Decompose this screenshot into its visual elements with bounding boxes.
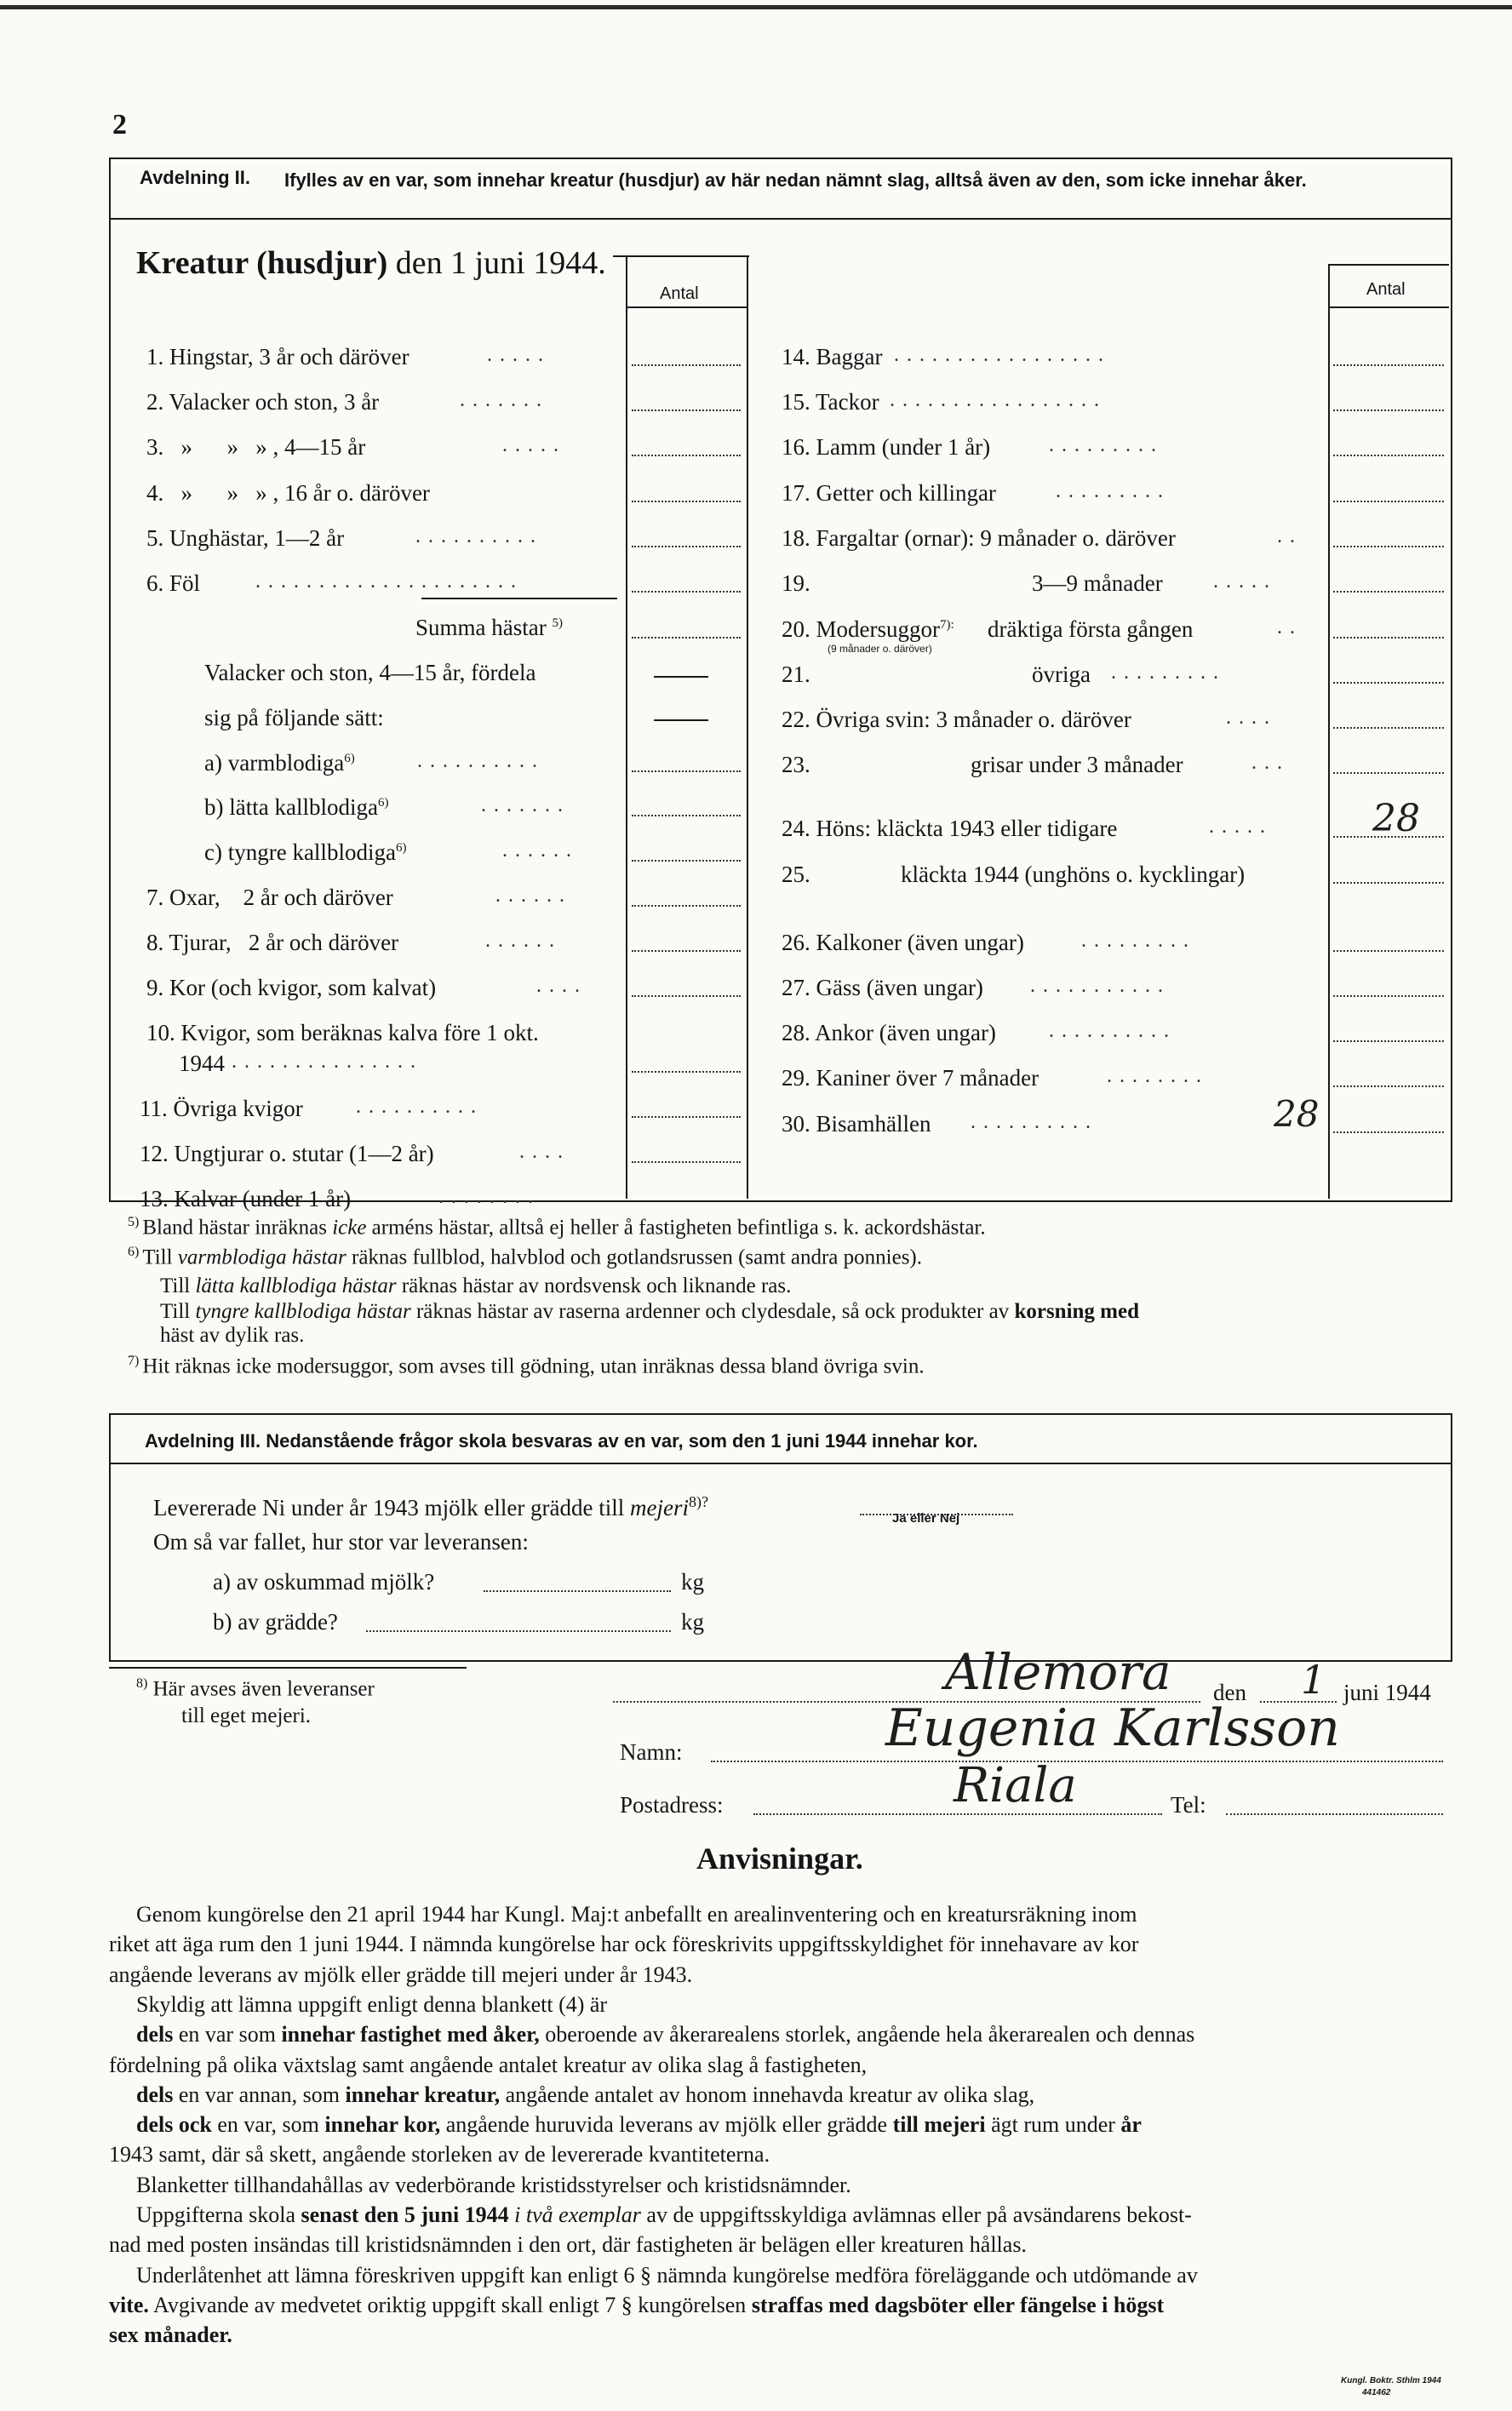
leader-dots: .....: [1209, 816, 1273, 838]
name-handwritten[interactable]: Eugenia Karlsson: [885, 1698, 1340, 1758]
left-antal-left-border: [626, 306, 627, 1199]
right-item-label: 17. Getter och killingar: [782, 480, 996, 506]
left-item-label: 1. Hingstar, 3 år och däröver: [146, 344, 410, 369]
left-antal-divider: [626, 306, 747, 308]
text-run: 1943 samt, där så skett, angående storleken av de levererade kvantiteterna.: [109, 2142, 770, 2168]
text-run: tyngre kallblodiga hästar: [195, 1300, 411, 1323]
text-run: Blanketter tillhandahållas av vederbörande kristidsstyrelser och kristidsnämnder.: [136, 2172, 851, 2197]
instruction-line: [109, 2054, 867, 2076]
instruction-line: [109, 1961, 693, 1987]
section2-header-text: Ifylles av en var, som innehar kreatur (husdjur) av här nedan nämnt slag, alltså även av den, som icke innehar åker.: [284, 169, 1307, 191]
right-item-value-line[interactable]: [1333, 772, 1444, 774]
left-item-label: 13. Kalvar (under 1 år): [140, 1186, 352, 1211]
right-antal-left-border: [1328, 264, 1330, 1199]
instruction-line: [136, 2084, 1034, 2106]
footnote-line: [128, 1246, 922, 1268]
left-item-value-line[interactable]: [632, 995, 741, 997]
printer-mark-line2: 441462: [1362, 2388, 1391, 2397]
leader-dots: ..........: [417, 750, 545, 772]
sub-item-note: 6): [344, 752, 355, 765]
text-run: en var, som: [211, 2112, 325, 2138]
section2-title-bold: Kreatur (husdjur): [136, 245, 388, 281]
leader-dots: ...........: [1030, 975, 1171, 997]
right-item-label: 18. Fargaltar (ornar): 9 månader o. däröver: [782, 525, 1176, 551]
text-run: till mejeri: [892, 2112, 986, 2138]
footnote8-rule: [109, 1667, 467, 1669]
left-antal-top-rule: [613, 255, 749, 257]
right-item-value-line[interactable]: [1333, 682, 1444, 684]
fordela-dash: [654, 719, 708, 721]
text-run: riket att äga rum den 1 juni 1944. I nämnda kungörelse har ock föreskrivits uppgiftsskyldighet för innehavare av kor: [109, 1932, 1139, 1957]
right-item-value-line[interactable]: [1333, 950, 1444, 952]
leader-dots: .................: [890, 389, 1107, 411]
right-item-note: 7):: [939, 618, 954, 632]
instruction-line: [109, 2294, 1164, 2317]
right-item-label: 23.: [782, 752, 810, 777]
right-item-value-line[interactable]: [1333, 501, 1444, 502]
namn-label: Namn:: [620, 1739, 683, 1765]
leader-dots: .................: [894, 344, 1111, 366]
leader-dots: ..: [1277, 616, 1303, 639]
sub-item-text: a) varmblodiga: [204, 750, 345, 776]
right-item-sublabel: övriga: [1032, 661, 1091, 687]
leader-dots: ..: [1277, 525, 1303, 547]
leader-dots: ..........: [1049, 1020, 1177, 1042]
text-run: Uppgifterna skola: [136, 2202, 301, 2227]
right-item-value-line[interactable]: [1333, 995, 1444, 997]
text-run: dels ock: [136, 2112, 212, 2138]
leader-dots: ......: [495, 885, 572, 907]
footnote-line: [160, 1301, 1139, 1322]
right-item-value-line[interactable]: [1333, 882, 1444, 884]
right-item-label: [782, 618, 954, 641]
mjolk-kg-line[interactable]: [484, 1590, 671, 1592]
text-run: Till: [160, 1300, 196, 1323]
text-run: ägt rum under: [985, 2112, 1121, 2138]
hens-count-handwritten[interactable]: 28: [1372, 797, 1420, 840]
right-antal-divider: [1328, 306, 1449, 308]
postadress-line[interactable]: [753, 1813, 1162, 1815]
q1-text: Levererade Ni under år 1943 mjölk eller grädde till: [153, 1495, 625, 1520]
leader-dots: .....: [502, 434, 566, 456]
right-item-value-line[interactable]: [1333, 455, 1444, 456]
instruction-line: [109, 2234, 1027, 2256]
instruction-line: [136, 1991, 608, 2017]
section3-q1: [153, 1494, 708, 1520]
instruction-line: [136, 2174, 851, 2196]
leader-dots: ........: [438, 1186, 541, 1208]
instruction-line: [136, 2262, 1198, 2288]
printer-mark-line1: Kungl. Boktr. Sthlm 1944: [1341, 2376, 1441, 2385]
text-run: angående huruvida leverans av mjölk eller grädde: [440, 2112, 893, 2138]
sub-item-note: 6): [377, 796, 389, 810]
leader-dots: .........: [1049, 434, 1164, 456]
leader-dots: ........: [1107, 1065, 1209, 1087]
left-item-label: 7. Oxar, 2 år och däröver: [146, 885, 393, 910]
instruction-line: [109, 1933, 1138, 1956]
text-run: straffas med dagsböter eller fängelse i högst: [751, 2292, 1165, 2317]
footnote-line: [128, 1354, 925, 1377]
text-run: Hit räknas icke modersuggor, som avses till gödning, utan inräknas dessa bland övriga svin.: [142, 1354, 925, 1378]
text-run: varmblodiga hästar: [177, 1246, 346, 1269]
q1-mejeri: mejeri: [630, 1495, 690, 1520]
leader-dots: ......: [502, 839, 579, 862]
text-run: innehar kreatur,: [345, 2082, 501, 2107]
leader-dots: ..........: [971, 1111, 1098, 1133]
q1-note: 8)?: [689, 1493, 708, 1510]
text-run: Till: [160, 1274, 196, 1297]
right-item-label: 25.: [782, 862, 810, 887]
leader-dots: ..........: [356, 1096, 484, 1118]
sub-item-label: [204, 796, 388, 819]
footnote8-text1: Här avses även leveranser: [152, 1677, 375, 1701]
left-item-label: 12. Ungtjurar o. stutar (1—2 år): [140, 1141, 434, 1166]
left-item-label: 9. Kor (och kvigor, som kalvat): [146, 975, 437, 1000]
page-number: 2: [112, 109, 127, 140]
section3-b-label: b) av grädde?: [213, 1609, 338, 1635]
footnote8-line1: [136, 1677, 375, 1699]
sub-item-text: c) tyngre kallblodiga: [204, 839, 396, 865]
left-item-value-line[interactable]: [632, 1071, 741, 1073]
leader-dots: .........: [1056, 480, 1171, 502]
left-item-label: 4. » » » , 16 år o. däröver: [146, 480, 430, 506]
footnote8-mark: 8): [136, 1676, 148, 1691]
right-item-value-line[interactable]: [1333, 637, 1444, 639]
right-item-label: 21.: [782, 661, 810, 687]
sub-item-label: [204, 752, 355, 775]
left-item-label: 2. Valacker och ston, 3 år: [146, 389, 380, 415]
fordela-dash: [654, 676, 708, 678]
text-run: innehar fastighet med åker,: [281, 2022, 540, 2047]
text-run: av de uppgiftsskyldiga avlämnas eller på avsändarens bekost-: [640, 2202, 1192, 2227]
ja-nej-caption: Ja eller Nej: [892, 1511, 960, 1526]
text-run: vite.: [109, 2292, 149, 2317]
section2-title: [136, 247, 606, 279]
left-item-label: 5. Unghästar, 1—2 år: [146, 525, 345, 551]
leader-dots: .......: [460, 389, 549, 411]
left-item-value-line[interactable]: [632, 1116, 741, 1118]
den-label: den: [1213, 1680, 1246, 1705]
summa-hastar: [415, 616, 563, 639]
text-run: angående leverans av mjölk eller grädde till mejeri under år 1943.: [109, 1961, 693, 1987]
right-item-value-line[interactable]: [1333, 546, 1444, 547]
text-run: Genom kungörelse den 21 april 1944 har Kungl. Maj:t anbefallt en arealinventering och en kreatursräkning inom: [136, 1902, 1137, 1927]
summa-value-line[interactable]: [632, 637, 741, 639]
right-item-label: 28. Ankor (även ungar): [782, 1020, 996, 1045]
left-item-value-line[interactable]: [632, 409, 741, 411]
sum-rule: [421, 598, 617, 599]
left-item-label: 11. Övriga kvigor: [140, 1096, 303, 1121]
text-run: innehar kor,: [324, 2112, 441, 2138]
left-item-value-line[interactable]: [632, 905, 741, 907]
left-item-value-line[interactable]: [632, 591, 741, 593]
section3-a-label: a) av oskummad mjölk?: [213, 1569, 435, 1595]
text-run: dels: [136, 2022, 174, 2047]
leader-dots: .........: [1111, 661, 1226, 684]
summa-label: Summa hästar: [415, 615, 547, 640]
sub-item-value-line[interactable]: [632, 860, 741, 862]
footnote-mark: 7): [128, 1354, 143, 1368]
right-item-sublabel: kläckta 1944 (unghöns o. kycklingar): [901, 862, 1246, 887]
right-item-label: 14. Baggar: [782, 344, 883, 369]
text-run: arméns hästar, alltså ej heller å fastigheten befintliga s. k. ackordshästar.: [366, 1216, 986, 1240]
footnote-line: [160, 1275, 791, 1297]
right-item-label: 19.: [782, 570, 810, 596]
right-item-label: 26. Kalkoner (även ungar): [782, 930, 1024, 955]
right-item-value-line[interactable]: [1333, 409, 1444, 411]
leader-dots: ....: [1226, 707, 1277, 729]
sub-item-label: [204, 841, 406, 864]
instruction-line: [109, 2324, 232, 2346]
right-item-value-line[interactable]: [1333, 1085, 1444, 1087]
right-item-label: 16. Lamm (under 1 år): [782, 434, 991, 460]
text-run: oberoende av åkerarealens storlek, angående hela åkerarealen och dennas: [539, 2022, 1195, 2047]
section3-header: [145, 1432, 978, 1451]
section3-header-label: Avdelning III.: [145, 1430, 261, 1452]
left-antal-label: Antal: [660, 284, 699, 303]
right-item-label: 27. Gäss (även ungar): [782, 975, 983, 1000]
left-item-label: 3. » » » , 4—15 år: [146, 434, 366, 460]
postadress-label: Postadress:: [620, 1792, 724, 1818]
sub-item-value-line[interactable]: [632, 815, 741, 816]
leader-dots: ...............: [232, 1051, 423, 1073]
right-item-subnote: (9 månader o. däröver): [828, 643, 932, 655]
sub-item-value-line[interactable]: [632, 770, 741, 772]
leader-dots: .....................: [255, 570, 524, 593]
leader-dots: .....: [1213, 570, 1277, 593]
text-run: korsning med: [1014, 1300, 1139, 1323]
section2-header-label: Avdelning II.: [140, 167, 250, 188]
text-run: lätta kallblodiga hästar: [195, 1274, 397, 1297]
tel-line[interactable]: [1226, 1813, 1443, 1815]
bisam-count-handwritten[interactable]: 28: [1274, 1093, 1320, 1135]
instructions-title: Anvisningar.: [696, 1841, 863, 1876]
unit-kg: kg: [681, 1569, 704, 1595]
month-year: juni 1944: [1343, 1680, 1431, 1705]
leader-dots: .........: [1081, 930, 1196, 952]
section3-header-divider: [109, 1463, 1451, 1464]
place-handwritten[interactable]: Allemora: [945, 1643, 1171, 1701]
right-item-value-line[interactable]: [1333, 1040, 1444, 1042]
fordela-line1: Valacker och ston, 4—15 år, fördela: [204, 660, 536, 685]
section2-title-date: den 1 juni 1944.: [395, 245, 606, 281]
text-run: Bland hästar inräknas: [142, 1216, 333, 1240]
name-line[interactable]: [711, 1761, 1443, 1762]
right-antal-label: Antal: [1366, 280, 1406, 299]
tel-label: Tel:: [1171, 1792, 1206, 1818]
text-run: Underlåtenhet att lämna föreskriven uppgift kan enligt 6 § nämnda kungörelse medföra föreläggande och utdömande av: [136, 2262, 1198, 2288]
leader-dots: ....: [536, 975, 587, 997]
text-run: icke: [332, 1216, 367, 1240]
instruction-line: [136, 2204, 1192, 2226]
right-item-label: 29. Kaniner över 7 månader: [782, 1065, 1040, 1091]
right-item-label: 24. Höns: kläckta 1943 eller tidigare: [782, 816, 1118, 841]
leader-dots: ..........: [415, 525, 543, 547]
left-item-label: 10. Kvigor, som beräknas kalva före 1 okt.: [146, 1020, 539, 1045]
footnote8-line2: till eget mejeri.: [181, 1704, 312, 1727]
instruction-line: [136, 1904, 1137, 1926]
footnote-mark: 5): [128, 1215, 143, 1229]
text-run: dels: [136, 2082, 174, 2107]
text-run: år: [1120, 2112, 1142, 2138]
right-item-sublabel: dräktiga första gången: [988, 616, 1194, 642]
right-item-label: 30. Bisamhällen: [782, 1111, 931, 1137]
right-item-label: 15. Tackor: [782, 389, 879, 415]
sub-item-text: b) lätta kallblodiga: [204, 794, 378, 820]
left-item-value-line[interactable]: [632, 950, 741, 952]
instruction-line: [136, 2024, 1194, 2046]
leader-dots: ...: [1251, 752, 1290, 774]
sub-item-note: 6): [395, 841, 407, 855]
left-item-label-cont: 1944: [179, 1051, 225, 1076]
postadress-handwritten[interactable]: Riala: [954, 1758, 1077, 1813]
footnote-mark: 6): [128, 1245, 143, 1259]
text-run: fördelning på olika växtslag samt angående antalet kreatur av olika slag å fastigheten,: [109, 2052, 868, 2077]
left-item-value-line[interactable]: [632, 1161, 741, 1163]
leader-dots: .....: [487, 344, 551, 366]
section3-q2: Om så var fallet, hur stor var leveransen:: [153, 1529, 529, 1555]
scan-edge: [0, 5, 1512, 9]
center-column-divider: [747, 255, 748, 1199]
text-run: räknas hästar av nordsvensk och liknande ras.: [396, 1274, 792, 1297]
text-run: Skyldig att lämna uppgift enligt denna blankett (4) är: [136, 1991, 608, 2017]
footnote-line: [128, 1216, 986, 1238]
text-run: Avgivande av medvetet oriktig uppgift skall enligt 7 § kungörelsen: [148, 2292, 752, 2317]
left-item-label: 8. Tjurar, 2 år och däröver: [146, 930, 399, 955]
text-run: Till: [142, 1246, 178, 1269]
right-item-text: 20. Modersuggor: [782, 616, 940, 642]
leader-dots: ....: [519, 1141, 570, 1163]
right-item-value-line[interactable]: [1333, 1131, 1444, 1133]
leader-dots: .......: [481, 794, 570, 816]
text-run: räknas fullblod, halvblod och gotlandsrussen (samt andra ponnies).: [346, 1246, 922, 1269]
left-item-label: 6. Föl: [146, 570, 201, 596]
day-handwritten[interactable]: 1: [1301, 1657, 1326, 1703]
section2-header-divider: [109, 218, 1451, 220]
left-item-value-line[interactable]: [632, 364, 741, 366]
right-item-value-line[interactable]: [1333, 727, 1444, 729]
left-item-value-line[interactable]: [632, 546, 741, 547]
text-run: angående antalet av honom innehavda kreatur av olika slag,: [500, 2082, 1035, 2107]
text-run: i två exemplar: [514, 2202, 641, 2227]
right-item-label: 22. Övriga svin: 3 månader o. däröver: [782, 707, 1131, 732]
left-item-value-line[interactable]: [632, 501, 741, 502]
text-run: häst av dylik ras.: [160, 1324, 305, 1347]
text-run: en var annan, som: [173, 2082, 346, 2107]
right-item-value-line[interactable]: [1333, 364, 1444, 366]
leader-dots: ......: [485, 930, 562, 952]
text-run: räknas hästar av raserna ardenner och clydesdale, så ock produkter av: [410, 1300, 1015, 1323]
summa-note: 5): [552, 616, 563, 630]
left-item-value-line[interactable]: [632, 455, 741, 456]
text-run: en var som: [173, 2022, 282, 2047]
right-item-value-line[interactable]: [1333, 591, 1444, 593]
footnote-line: [160, 1325, 304, 1346]
text-run: nad med posten insändas till kristidsnämnden i den ort, där fastigheten är belägen eller kreaturen hållas.: [109, 2232, 1027, 2258]
right-item-sublabel: grisar under 3 månader: [971, 752, 1183, 777]
section3-header-text: Nedanstående frågor skola besvaras av en var, som den 1 juni 1944 innehar kor.: [266, 1430, 978, 1452]
text-run: sex månader.: [109, 2322, 232, 2348]
instruction-line: [136, 2114, 1142, 2136]
text-run: senast den 5 juni 1944: [301, 2202, 509, 2227]
instruction-line: [109, 2144, 770, 2166]
right-item-sublabel: 3—9 månader: [1032, 570, 1163, 596]
gradde-kg-line[interactable]: [366, 1630, 671, 1632]
fordela-line2: sig på följande sätt:: [204, 705, 384, 730]
unit-kg: kg: [681, 1609, 704, 1635]
